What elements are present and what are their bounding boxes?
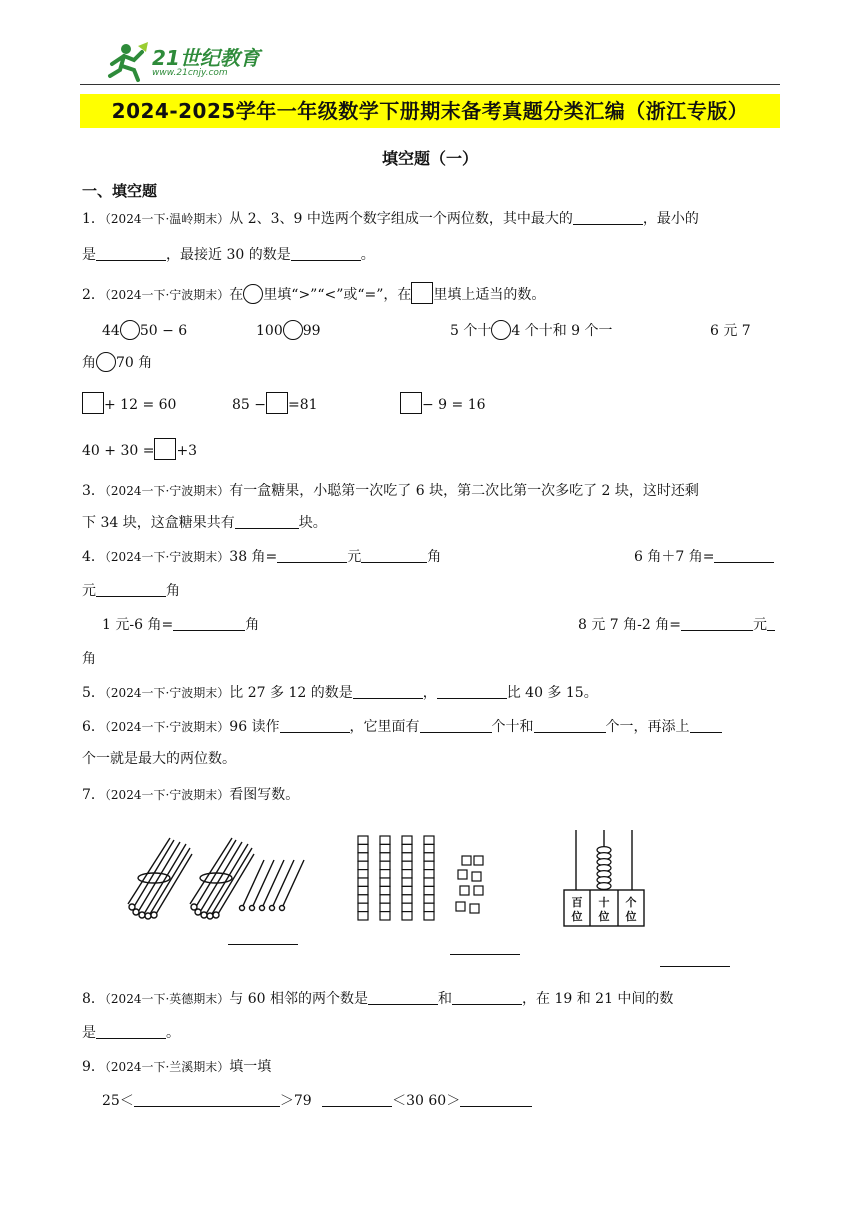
q2-item-b: 100 99 [256,320,321,340]
compare-circle[interactable] [491,320,511,340]
q2-item-d-cont: 角 70 角 [82,352,152,372]
answer-box[interactable] [400,392,422,414]
question-1-line-2: 是 ，最接近 30 的数是 。 [82,247,375,263]
stick-bundle-icon [128,838,192,919]
answer-blank[interactable] [134,1092,280,1107]
answer-blank[interactable] [460,1092,532,1107]
answer-blank[interactable] [228,944,298,945]
question-9-items: 25＜ ＞79 ＜30 60＞ [102,1090,532,1110]
section-heading: 一、填空题 [82,182,158,200]
compare-circle[interactable] [243,284,263,304]
question-9: 9．（2024一下·兰溪期末）填一填 [82,1059,272,1075]
logo-text: 21世纪教育 [152,46,260,70]
answer-blank[interactable] [452,990,522,1005]
svg-text:位: 位 [598,910,610,923]
unit-cube [472,872,481,881]
rod-segment [358,903,368,911]
base-ten-blocks-figure [354,834,504,924]
rod-segment [424,895,434,903]
q2-item-g: − 9 = 16 [400,392,486,414]
q2-item-h: 40 + 30 = +3 [82,438,197,460]
rod-segment [402,903,412,911]
question-2-line-1: 2．（2024一下·宁波期末）在 里填“>”“<”或“=”，在 里填上适当的数。 [82,282,545,304]
rod-segment [358,886,368,894]
rod-segment [424,903,434,911]
rod-segment [424,886,434,894]
compare-circle[interactable] [120,320,140,340]
q2-item-e: + 12 = 60 [82,392,176,414]
q2-item-d: 6 元 7 [710,323,751,339]
abacus-label-hundreds: 百 [571,896,583,909]
rod-segment [380,903,390,911]
rod-segment [424,912,434,920]
question-7: 7．（2024一下·宁波期末）看图写数。 [82,787,300,803]
rod-segment [402,912,412,920]
rod-segment [358,844,368,852]
rod-segment [424,836,434,844]
q2-item-f: 85 − =81 [232,392,318,414]
rod-segment [358,878,368,886]
header-rule [80,84,780,85]
q2-item-a: 44 50 − 6 [102,320,187,340]
question-5: 5．（2024一下·宁波期末）比 27 多 12 的数是 ， 比 40 多 15。 [82,685,598,701]
answer-box[interactable] [154,438,176,460]
unit-cube [474,886,483,895]
unit-cubes-icon [456,856,483,913]
question-6-line-1: 6．（2024一下·宁波期末）96 读作 ，它里面有 个十和 个一，再添上 [82,716,722,736]
document-subtitle: 填空题（一） [381,149,478,168]
unit-cube [470,904,479,913]
rod-segment [358,853,368,861]
answer-box[interactable] [411,282,433,304]
svg-text:位: 位 [571,910,583,923]
abacus-beads-icon [597,847,611,890]
unit-cube [460,886,469,895]
rod-segment [358,912,368,920]
question-4-item-b: 6 角＋7 角= [634,546,774,566]
rod-segment [402,870,412,878]
answer-blank[interactable] [573,210,643,225]
rod-segment [358,895,368,903]
q2-item-c: 5 个十 4 个十和 9 个一 [450,320,613,340]
answer-blank[interactable] [280,718,350,733]
rod-segment [424,878,434,886]
answer-blank[interactable] [690,718,722,733]
rod-segment [358,836,368,844]
question-8-line-2: 是 。 [82,1025,180,1041]
compare-circle[interactable] [96,352,116,372]
rod-segment [424,870,434,878]
question-4-line-4: 角 [82,651,96,667]
answer-blank[interactable] [277,548,347,563]
rod-segment [402,895,412,903]
answer-blank[interactable] [714,548,774,563]
document-title: 2024-2025学年一年级数学下册期末备考真题分类汇编（浙江专版） [80,94,780,128]
abacus-figure [562,826,646,930]
answer-blank[interactable] [534,718,606,733]
question-source: （2024一下·温岭期末） [104,212,230,226]
question-1-line-1: 1．（2024一下·温岭期末）从 2、3、9 中选两个数字组成一个两位数，其中最大的 ，最小的 [82,211,699,227]
compare-circle[interactable] [283,320,303,340]
unit-cube [458,870,467,879]
question-6-line-2: 个一就是最大的两位数。 [82,751,236,767]
answer-box[interactable] [266,392,288,414]
logo-url: www.21cnjy.com [152,68,228,78]
rod-segment [380,836,390,844]
rod-segment [424,844,434,852]
answer-blank[interactable] [96,582,166,597]
single-sticks-icon [240,860,305,911]
rod-segment [380,853,390,861]
rod-segment [358,861,368,869]
answer-blank[interactable] [767,616,775,631]
question-4-item-d: 8 元 7 角-2 角= 元 [578,614,775,634]
rod-segment [380,895,390,903]
rod-segment [402,886,412,894]
unit-cube [456,902,465,911]
answer-blank[interactable] [235,514,299,529]
unit-cube [462,856,471,865]
logo [104,40,274,84]
answer-blank[interactable] [450,954,520,955]
rod-segment [380,878,390,886]
rod-segment [424,853,434,861]
question-3-line-1: 3．（2024一下·宁波期末）有一盒糖果，小聪第一次吃了 6 块，第二次比第一次多吃了 2 块，这时还剩 [82,483,699,499]
answer-blank[interactable] [437,684,507,699]
rod-segment [380,870,390,878]
rod-segment [380,912,390,920]
answer-blank[interactable] [173,616,245,631]
question-number: 1． [82,211,105,227]
answer-box[interactable] [82,392,104,414]
answer-blank[interactable] [368,990,438,1005]
rod-segment [402,878,412,886]
svg-text:位: 位 [625,910,637,923]
rod-segment [380,844,390,852]
rod-segment [380,886,390,894]
unit-cube [474,856,483,865]
rod-segment [358,870,368,878]
abacus-label-ones: 个 [625,896,637,909]
answer-blank[interactable] [681,616,753,631]
abacus-label-tens: 十 [598,896,610,909]
sticks-bundle-figure [124,830,310,922]
rod-segment [402,844,412,852]
rod-segment [380,861,390,869]
rod-segment [402,853,412,861]
ten-rods-icon [358,836,434,920]
answer-blank[interactable] [353,684,423,699]
rod-segment [402,861,412,869]
answer-blank[interactable] [322,1092,392,1107]
answer-blank[interactable] [420,718,492,733]
question-4-line-2: 元 角 [82,583,180,599]
answer-blank[interactable] [660,966,730,967]
question-3-line-2: 下 34 块，这盒糖果共有 块。 [82,515,327,531]
rod-segment [402,836,412,844]
question-8-line-1: 8．（2024一下·英德期末）与 60 相邻的两个数是 和 ，在 19 和 21 中间的数 [82,991,674,1007]
question-4-line-1: 4．（2024一下·宁波期末）38 角= 元 角 [82,549,442,565]
rod-segment [424,861,434,869]
answer-blank[interactable] [291,246,361,261]
answer-blank[interactable] [96,1024,166,1039]
answer-blank[interactable] [361,548,427,563]
question-4-item-c: 1 元-6 角= 角 [102,617,260,633]
answer-blank[interactable] [96,246,166,261]
